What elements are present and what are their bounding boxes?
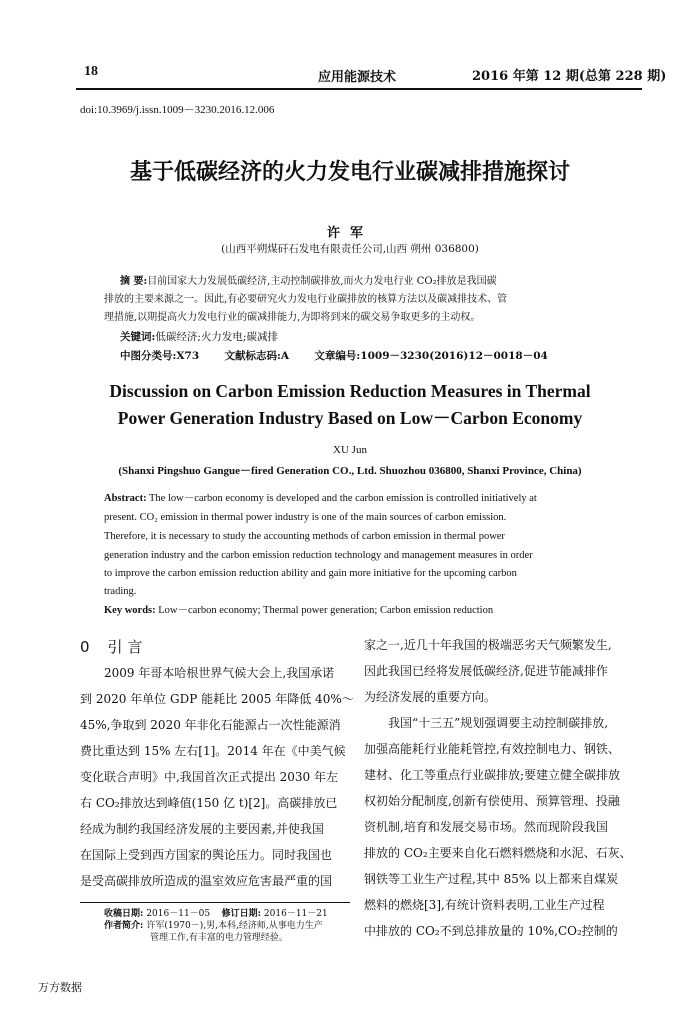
doi: doi:10.3969/j.issn.1009－3230.2016.12.006: [80, 104, 275, 116]
chinese-abstract-text: 目前国家大力发展低碳经济,主动控制碳排放,而火力发电行业 CO₂排放是我国碳: [147, 276, 497, 287]
watermark: 万方数据: [38, 981, 82, 994]
page-number: 18: [84, 64, 98, 79]
english-keywords: [104, 602, 493, 617]
section-title: 引 言: [107, 638, 143, 656]
footnote-dates: 收稿日期: 2016－11－05 修订日期: 2016－11－21: [104, 909, 328, 919]
section-heading: [80, 636, 160, 657]
english-affiliation: (Shanxi Pingshuo Gangue－fired Generation CO., Ltd. Shuozhou 036800, Shanxi Province, China): [118, 465, 582, 477]
chinese-title: 基于低碳经济的火力发电行业碳减排措施探讨: [129, 159, 570, 185]
classification-row: [120, 348, 570, 363]
document-code: 文献标志码:A: [224, 350, 290, 362]
english-title-line: Discussion on Carbon Emission Reduction Measures in Thermal: [109, 381, 591, 401]
chinese-keywords-text: 低碳经济;火力发电;碳减排: [155, 331, 278, 343]
english-abstract-line: generation industry and the carbon emission reduction technology and management measures in order: [104, 550, 533, 561]
footnote-rule: [80, 902, 350, 903]
chinese-author: 许军: [326, 226, 373, 241]
journal-name: 应用能源技术: [318, 70, 397, 85]
chinese-keywords-label: 关键词:: [120, 331, 156, 343]
english-abstract-line: present. CO₂ emission in thermal power industry is one of the main sources of carbon emission.: [104, 512, 507, 523]
chinese-abstract-line: [120, 273, 640, 291]
header-rule: [76, 88, 642, 90]
body-line: 资机制,培育和发展交易市场。然而现阶段我国: [364, 820, 608, 834]
english-keywords-label: Key words:: [104, 605, 156, 616]
body-line: 权初始分配制度,创新有偿使用、预算管理、投融: [364, 794, 620, 808]
body-line: 2009 年哥本哈根世界气候大会上,我国承诺: [104, 666, 335, 680]
body-line: 经成为制约我国经济发展的主要因素,并使我国: [80, 822, 324, 836]
english-abstract-label: Abstract:: [104, 493, 147, 504]
body-line: 加强高能耗行业能耗管控,有效控制电力、钢铁、: [364, 742, 620, 756]
footnote-bio: 作者简介: 许军(1970－),男,本科,经济师,从事电力生产: [104, 921, 323, 931]
english-keywords-text: Low－carbon economy; Thermal power generation; Carbon emission reduction: [158, 605, 494, 616]
clc-code: 中图分类号:X73: [120, 350, 200, 362]
english-title: [60, 378, 640, 432]
body-line: 45%,争取到 2020 年非化石能源占一次性能源消: [80, 718, 341, 732]
body-line: 是受高碳排放所造成的温室效应危害最严重的国: [80, 874, 333, 888]
footnote-bio-cont: 管理工作,有丰富的电力管理经验。: [150, 933, 288, 943]
body-line: 费比重达到 15% 左右[1]。2014 年在《中美气候: [80, 744, 346, 758]
english-title-line: Power Generation Industry Based on Low－Carbon Economy: [117, 408, 583, 428]
chinese-abstract-label: 摘 要:: [120, 276, 148, 287]
chinese-abstract-line: 排放的主要来源之一。因此,有必要研究火力发电行业碳排放的核算方法以及碳减排技术、管: [104, 294, 508, 305]
chinese-keywords: [120, 329, 278, 344]
body-line: 右 CO₂排放达到峰值(150 亿 t)[2]。高碳排放已: [80, 796, 338, 810]
body-line: 因此我国已经将发展低碳经济,促进节能减排作: [364, 664, 608, 678]
english-abstract-text: The low－carbon economy is developed and the carbon emission is controlled initiatively at: [149, 493, 537, 504]
body-line: 建材、化工等重点行业碳排放;要建立健全碳排放: [364, 768, 621, 782]
body-line: 到 2020 年单位 GDP 能耗比 2005 年降低 40%～: [80, 692, 354, 706]
chinese-abstract-line: 理措施,以期提高火力发电行业的碳减排能力,为即将到来的碳交易争取更多的主动权。: [104, 312, 481, 323]
body-line: 排放的 CO₂主要来自化石燃料燃烧和水泥、石灰、: [364, 846, 632, 860]
body-line: 变化联合声明》中,我国首次正式提出 2030 年左: [80, 770, 338, 784]
english-abstract-line: trading.: [104, 586, 137, 597]
issue-label: 2016 年第 12 期(总第 228 期): [472, 69, 667, 84]
section-number: 0: [80, 638, 90, 656]
body-line: 家之一,近几十年我国的极端恶劣天气频繁发生,: [364, 638, 612, 652]
english-abstract-line: [104, 490, 537, 509]
body-line: 钢铁等工业生产过程,其中 85% 以上都来自煤炭: [364, 872, 619, 886]
article-number: 文章编号:1009－3230(2016)12－0018－04: [314, 350, 548, 362]
english-abstract-line: Therefore, it is necessary to study the accounting methods of carbon emission in thermal power: [104, 531, 505, 542]
body-line: 我国“十三五”规划强调要主动控制碳排放,: [388, 716, 609, 730]
body-line: 中排放的 CO₂不到总排放量的 10%,CO₂控制的: [364, 924, 618, 938]
body-line: 燃料的燃烧[3],有统计资料表明,工业生产过程: [364, 898, 605, 912]
english-author: XU Jun: [333, 444, 367, 456]
body-line: 在国际上受到西方国家的舆论压力。同时我国也: [80, 848, 333, 862]
chinese-affiliation: (山西平朔煤矸石发电有限责任公司,山西 朔州 036800): [221, 243, 479, 255]
body-line: 为经济发展的重要方向。: [364, 690, 497, 704]
english-abstract-line: to improve the carbon emission reduction ability and gain more initiative for the upcoming carbon: [104, 568, 517, 579]
